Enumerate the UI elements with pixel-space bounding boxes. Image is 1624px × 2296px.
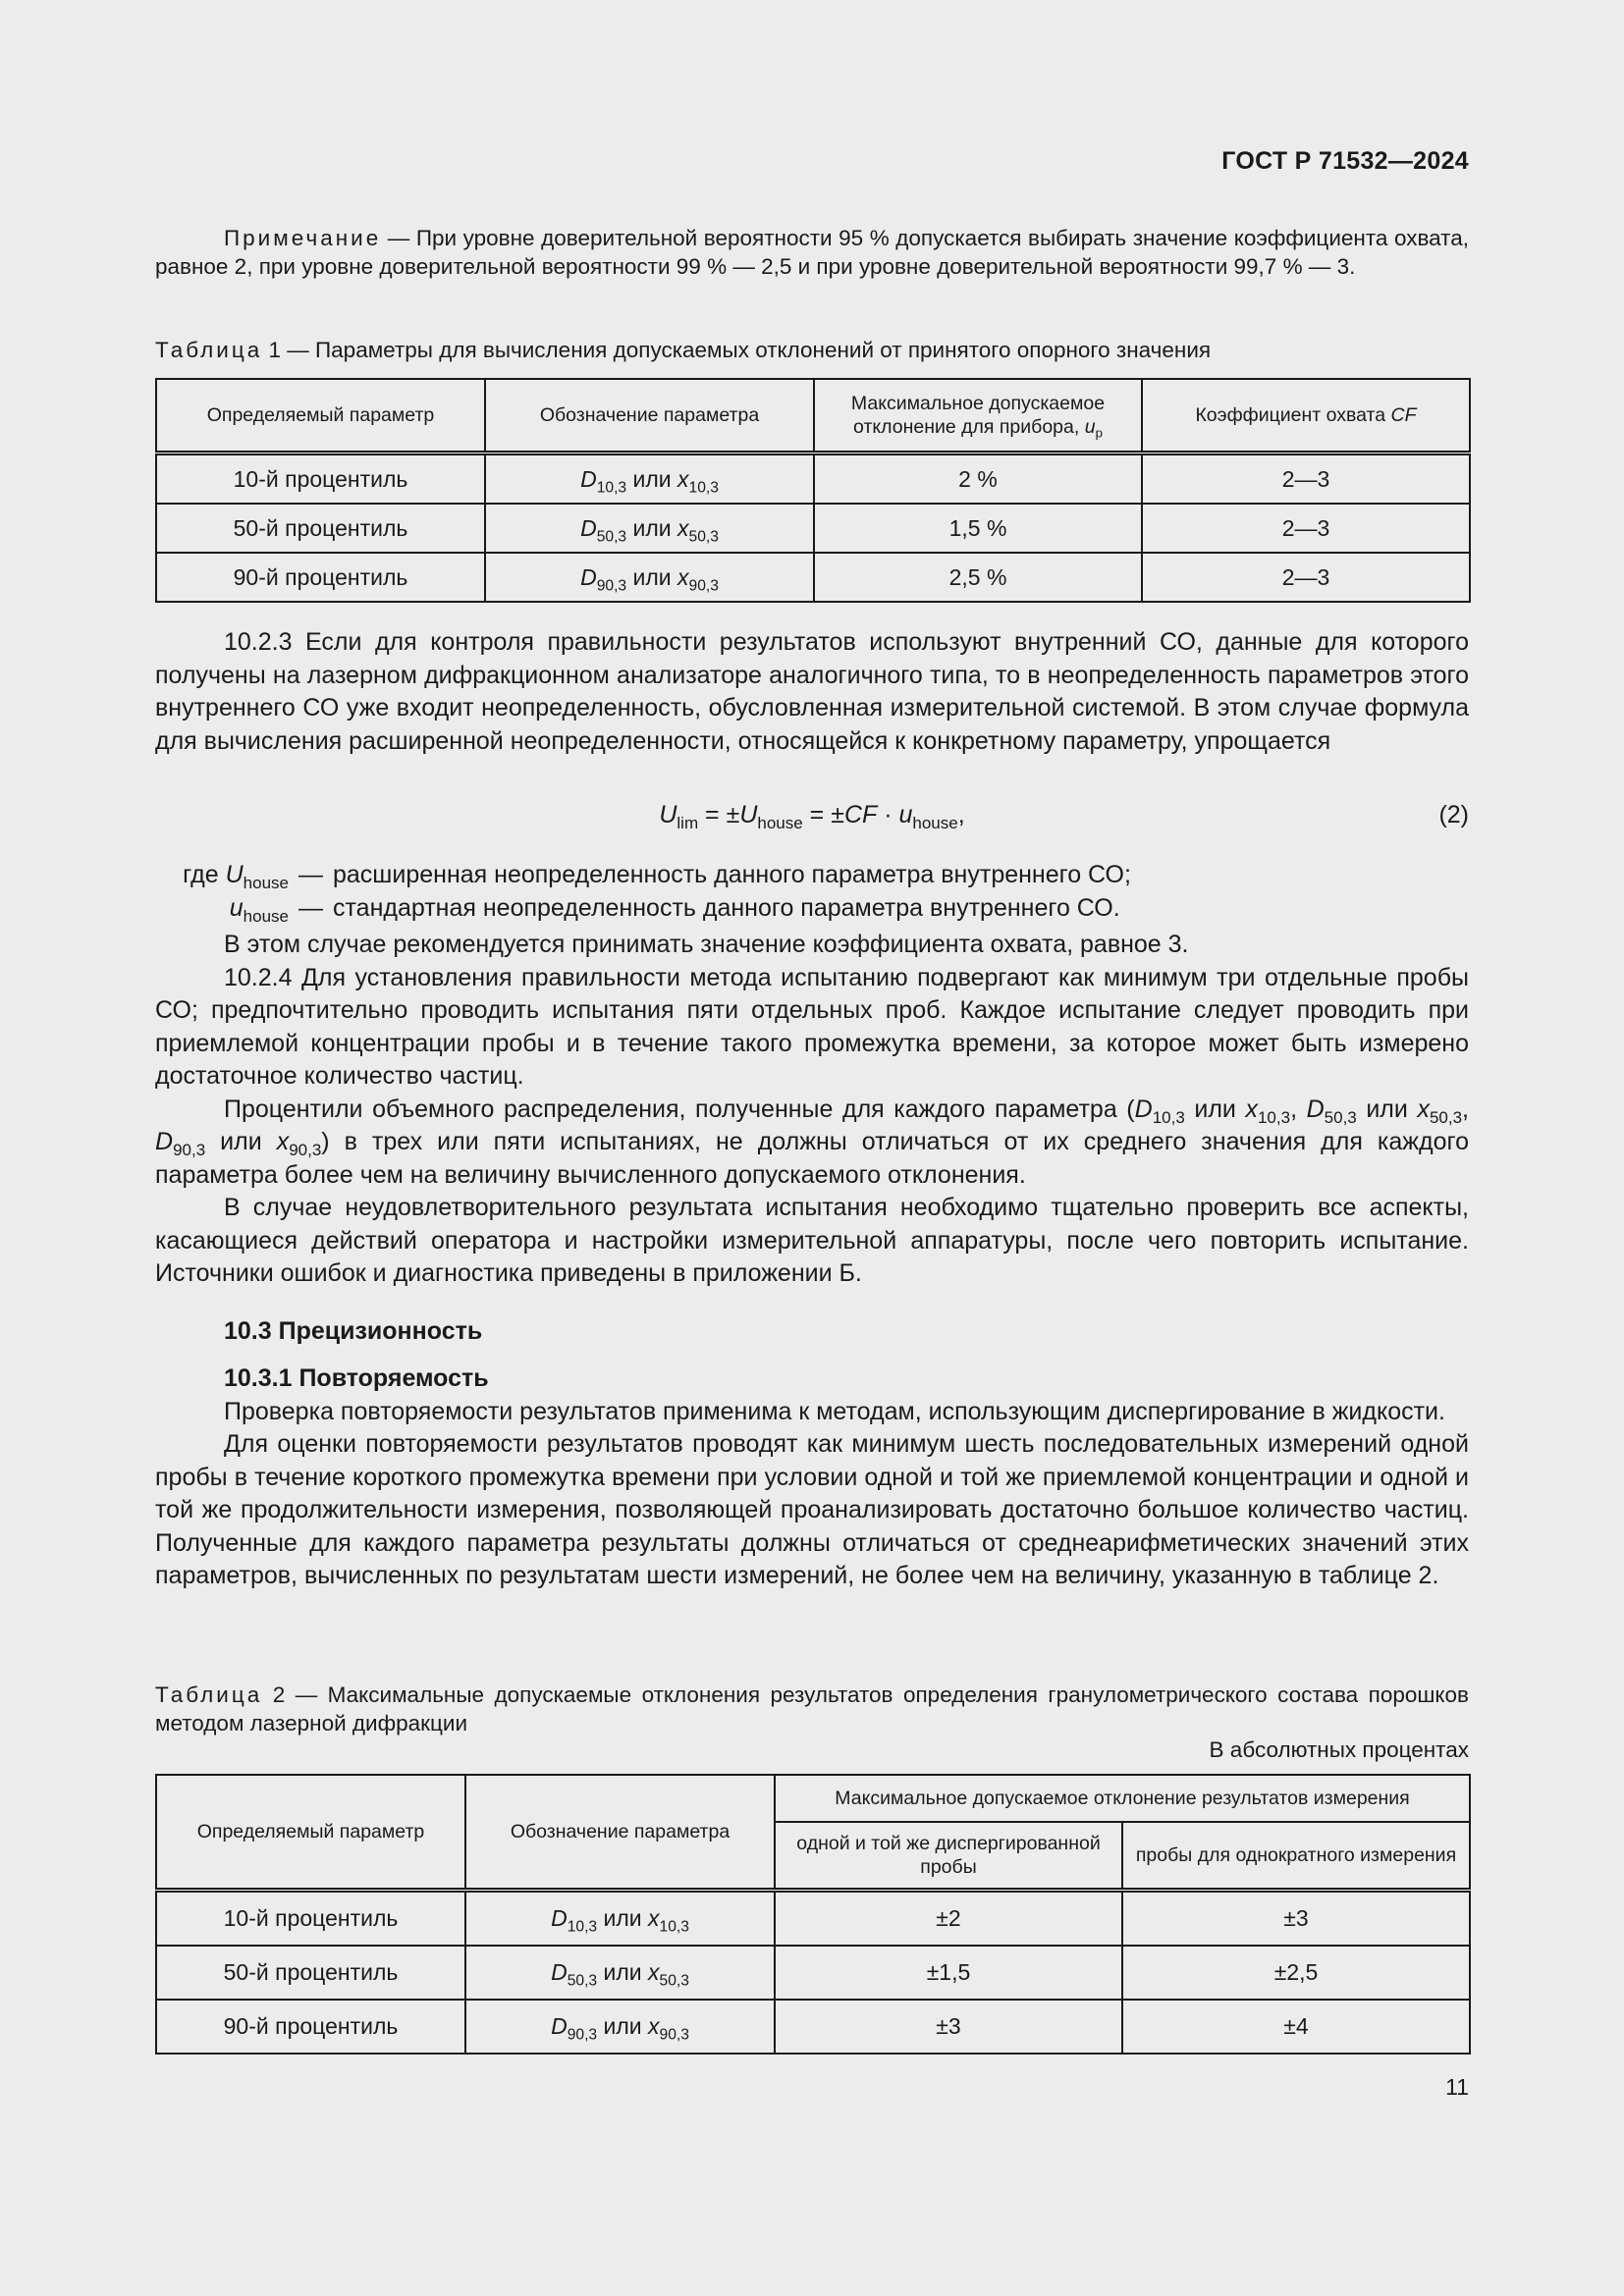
heading-10-3: 10.3 Прецизионность bbox=[224, 1317, 483, 1345]
table1-header-designation: Обозначение параметра bbox=[485, 379, 814, 454]
table1-header-row bbox=[156, 379, 1470, 454]
designation-cell: $D_{90,3}$ или $x_{90,3}$ bbox=[465, 2000, 775, 2054]
paragraph-failure: В случае неудовлетворительного результата испытания необходимо тщательно проверить все аспекты, касающиеся действий оператора и настройки измерительной аппаратуры, после чего повторить испытание. Источники ошибок и диагностика приведены в приложении Б. bbox=[155, 1194, 1469, 1287]
table-row: 10-й процентиль $D_{10,3}$ или $x_{10,3}$ ±2 ±3 bbox=[156, 1891, 1470, 1947]
heading-10-3-1: 10.3.1 Повторяемость bbox=[224, 1364, 489, 1392]
definition-row: где $U_{house}$ — расширенная неопределенность данного параметра внутреннего СО; bbox=[183, 861, 1131, 892]
designation-cell: $D_{10,3}$ или $x_{10,3}$ bbox=[485, 454, 814, 505]
table2-units: В абсолютных процентах bbox=[1209, 1737, 1469, 1762]
table1-container bbox=[155, 378, 1469, 603]
table-row: 50-й процентиль $D_{50,3}$ или $x_{50,3}$ ±1,5 ±2,5 bbox=[156, 1946, 1470, 2000]
table-row: 90-й процентиль $D_{90,3}$ или $x_{90,3}$ 2,5 % 2—3 bbox=[156, 553, 1470, 602]
designation-cell: $D_{50,3}$ или $x_{50,3}$ bbox=[465, 1946, 775, 2000]
paragraph-10-2-3: 10.2.3 Если для контроля правильности результатов используют внутренний СО, данные для которого получены на лазерном дифракционном анализаторе аналогичного типа, то в неопределенность параметров этого внутреннего СО уже входит неопределенность, обусловленная измерительной системой. В этом случае формула для вычисления расширенной неопределенности, относящейся к конкретному параметру, упрощается bbox=[155, 628, 1469, 755]
paragraph-10-2-4: 10.2.4 Для установления правильности метода испытанию подвергают как минимум три отдельные пробы СО; предпочтительно проводить испытания пяти отдельных проб. Каждое испытание следует проводить при приемлемой концентрации пробы и в течение такого промежутка времени, за которое может быть измерено достаточное количество частиц. bbox=[155, 963, 1469, 1090]
formula-number: (2) bbox=[1438, 801, 1469, 828]
document-header: ГОСТ Р 71532—2024 bbox=[1221, 147, 1469, 175]
table2-header-sub1: одной и той же диспергированной пробы bbox=[775, 1822, 1122, 1891]
section-10-3 bbox=[155, 1314, 1469, 1348]
table-row: 90-й процентиль $D_{90,3}$ или $x_{90,3}$ ±3 ±4 bbox=[156, 2000, 1470, 2054]
paragraph-repeatability-1: Проверка повторяемости результатов применима к методам, использующим диспергирование в жидкости. bbox=[224, 1397, 1445, 1425]
formula-2 bbox=[155, 798, 1469, 831]
table2-container bbox=[155, 1774, 1469, 2055]
table2-header-row bbox=[156, 1775, 1470, 1822]
table1-caption bbox=[155, 336, 1469, 364]
table-row: 50-й процентиль $D_{50,3}$ или $x_{50,3}$ 1,5 % 2—3 bbox=[156, 504, 1470, 553]
section-10-3-1 bbox=[155, 1362, 1469, 1593]
designation-cell: $D_{50,3}$ или $x_{50,3}$ bbox=[485, 504, 814, 553]
paragraph-cf: В этом случае рекомендуется принимать значение коэффициента охвата, равное 3. bbox=[224, 931, 1189, 958]
table2-caption-text: 2 — Максимальные допускаемые отклонения результатов определения гранулометрического состава порошков методом лазерной дифракции bbox=[155, 1682, 1469, 1735]
table1-header-param: Определяемый параметр bbox=[156, 379, 485, 454]
table2-header-param: Определяемый параметр bbox=[156, 1775, 465, 1891]
table-row: 10-й процентиль $D_{10,3}$ или $x_{10,3}$ 2 % 2—3 bbox=[156, 454, 1470, 505]
formula-expression: $U_{lim} = \pm U_{house} = \pm CF \cdot u_{house}$, bbox=[659, 801, 965, 832]
table2-header-designation: Обозначение параметра bbox=[465, 1775, 775, 1891]
table1 bbox=[155, 378, 1471, 603]
paragraph-percentiles: Процентили объемного распределения, полученные для каждого параметра ($D_{10,3}$ или $x_{10,3}$, $D_{50,3}$ или $x_{50,3}$, $D_{90,3}$ или $x_{90,3}$) в трех или пяти испытаниях, не должны отличаться от их среднего значения для каждого параметра более чем на величину вычисленного допускаемого отклонения. bbox=[155, 1095, 1469, 1189]
note-label: Примечание bbox=[224, 226, 382, 250]
table2 bbox=[155, 1774, 1471, 2055]
table1-label: Таблица bbox=[155, 338, 263, 362]
note-text: — При уровне доверительной вероятности 95 % допускается выбирать значение коэффициента охвата, равное 2, при уровне доверительной вероятности 99 % — 2,5 и при уровне доверительной вероятности 99,7 % — 3. bbox=[155, 226, 1469, 279]
paragraph-repeatability-2: Для оценки повторяемости результатов проводят как минимум шесть последовательных измерений одной пробы в течение короткого промежутка времени при условии одной и той же приемлемой концентрации и одной и той же продолжительности измерения, позволяющей проанализировать достаточно большое количество частиц. Полученные для каждого параметра результаты должны отличаться от среднеарифметических значений этих параметров, вычисленных по результатам шести измерений, не более чем на величину, указанную в таблице 2. bbox=[155, 1430, 1469, 1589]
table2-caption bbox=[155, 1681, 1469, 1737]
designation-cell: $D_{10,3}$ или $x_{10,3}$ bbox=[465, 1891, 775, 1947]
page-number: 11 bbox=[1445, 2074, 1469, 2100]
table2-header-group: Максимальное допускаемое отклонение результатов измерения bbox=[775, 1775, 1470, 1822]
formula-definitions bbox=[155, 858, 1469, 925]
designation-cell: $D_{90,3}$ или $x_{90,3}$ bbox=[485, 553, 814, 602]
table2-header-sub2: пробы для однократного измерения bbox=[1122, 1822, 1470, 1891]
table2-label: Таблица bbox=[155, 1682, 263, 1707]
table1-caption-text: 1 — Параметры для вычисления допускаемых отклонений от принятого опорного значения bbox=[262, 338, 1212, 362]
body-text bbox=[155, 929, 1469, 1291]
table1-header-max-dev: Максимальное допускаемое отклонение для прибора, $u_p$ bbox=[814, 379, 1142, 454]
definition-row: $u_{house}$ — стандартная неопределенность данного параметра внутреннего СО. bbox=[229, 894, 1120, 926]
note-paragraph bbox=[155, 224, 1469, 281]
table1-header-cf: Коэффициент охвата CF bbox=[1142, 379, 1470, 454]
